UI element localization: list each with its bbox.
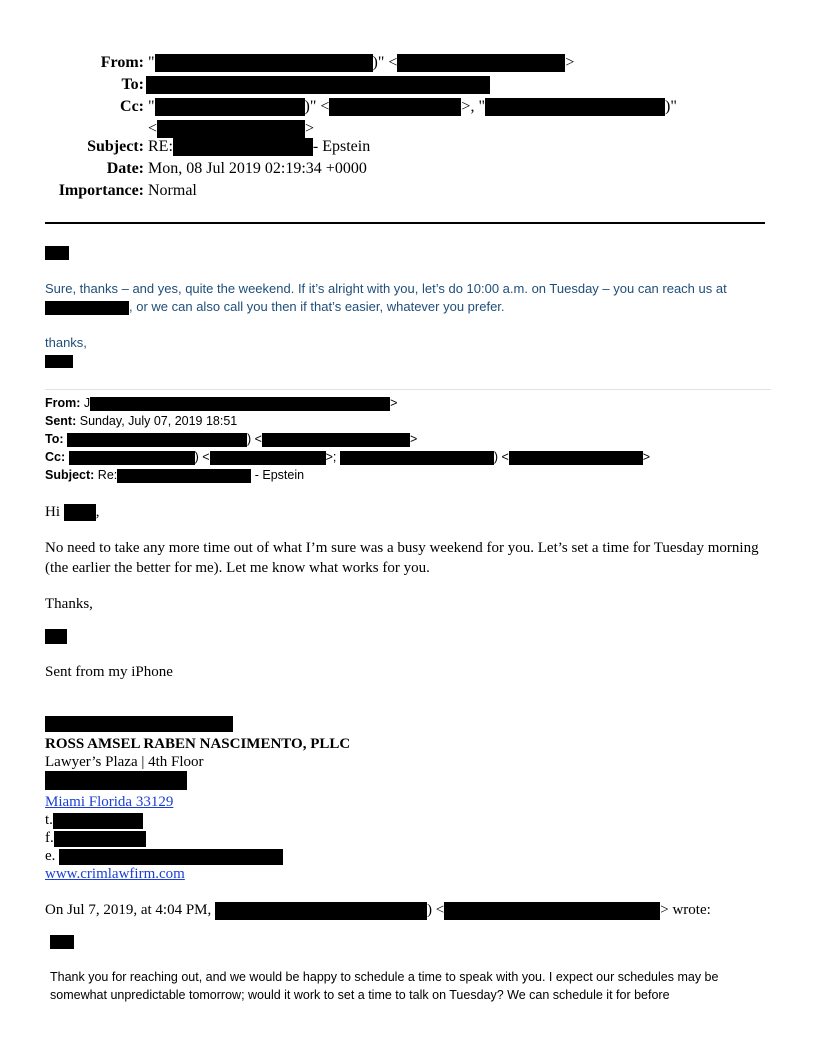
redaction — [340, 451, 494, 465]
fwd-sent-row — [45, 412, 237, 430]
redaction — [53, 813, 143, 829]
redaction — [45, 771, 187, 790]
redaction — [45, 246, 69, 260]
email-header — [0, 52, 816, 202]
importance-row — [0, 180, 816, 202]
redaction — [50, 935, 74, 949]
quoted-text: Thank you for reaching out, and we would be happy to schedule a time to speak with you. I expect our schedules may be somewhat unpredictable tomorrow; would it work to set a time to talk on Tuesday? We can schedule it for before — [50, 970, 719, 1002]
reply-line-2-text: , or we can also call you then if that’s easier, whatever you prefer. — [129, 299, 505, 314]
importance-label: Importance: — [58, 182, 144, 199]
subject-suffix: - Epstein — [312, 138, 371, 155]
greeting-text: Hi — [45, 504, 60, 520]
redaction — [146, 76, 490, 94]
quoted-intro-text: On Jul 7, 2019, at 4:04 PM, — [45, 902, 212, 918]
fax-row — [45, 828, 146, 848]
fwd-subject-suffix: - Epstein — [251, 468, 305, 482]
fwd-to-label: To: — [45, 432, 64, 446]
message-thanks: Thanks, — [45, 596, 93, 612]
website-link-text[interactable]: www.crimlawfirm.com — [45, 866, 185, 882]
fwd-cc-label: Cc: — [45, 450, 66, 464]
fwd-subject-row — [45, 466, 304, 484]
cc-label: Cc: — [120, 98, 144, 115]
fwd-from-label: From: — [45, 396, 81, 410]
redaction — [444, 902, 660, 920]
redaction — [329, 98, 461, 116]
redaction — [210, 451, 326, 465]
redaction — [64, 504, 96, 521]
redaction — [509, 451, 643, 465]
cc-row — [0, 96, 816, 140]
fwd-to-row: To: ) < > — [45, 432, 418, 446]
redaction — [67, 433, 247, 447]
quoted-intro: On Jul 7, 2019, at 4:04 PM, ) < > wrote: — [45, 902, 711, 918]
greeting: Hi , — [45, 504, 100, 520]
address-line-1: Lawyer’s Plaza | 4th Floor — [45, 754, 204, 770]
sent-from: Sent from my iPhone — [45, 664, 173, 680]
redaction — [45, 301, 129, 315]
date-value: Mon, 08 Jul 2019 02:19:34 +0000 — [148, 160, 367, 177]
email-label: e. — [45, 848, 56, 864]
phone-label: t. — [45, 812, 53, 828]
message-body: No need to take any more time out of what I’m sure was a busy weekend for you. Let’s set a time for Tuesday morning (the earlier the better for me). Let me know what works for you. — [45, 540, 759, 576]
redaction — [262, 433, 410, 447]
city-link[interactable] — [45, 792, 173, 812]
redaction — [397, 54, 565, 72]
fwd-subject-prefix: Re: — [97, 468, 118, 482]
subject-value — [148, 136, 370, 158]
reply-line-1: Sure, thanks – and yes, quite the weekend. If it’s alright with you, let’s do 10:00 a.m. on Tuesday – you can reach us at — [45, 281, 727, 296]
fwd-from-initial: J — [83, 396, 91, 410]
redaction — [215, 902, 427, 920]
redaction — [45, 716, 233, 732]
quoted-wrote: wrote: — [672, 902, 711, 918]
header-divider — [45, 222, 765, 224]
fax-label: f. — [45, 830, 54, 846]
reply-closing: thanks, — [45, 335, 87, 350]
fwd-sent-value: Sunday, July 07, 2019 18:51 — [79, 414, 238, 428]
cc-value: " )" < >, " )" < > — [148, 98, 677, 137]
forward-divider — [45, 389, 771, 390]
redaction — [45, 629, 67, 644]
date-row — [0, 158, 816, 180]
email-row — [45, 846, 283, 866]
from-value: " )" < > — [148, 54, 575, 71]
redaction — [45, 355, 73, 368]
redaction — [155, 54, 373, 72]
fwd-sent-label: Sent: — [45, 414, 77, 428]
redaction — [90, 397, 390, 411]
from-label: From: — [100, 54, 144, 71]
importance-value: Normal — [148, 182, 197, 199]
fwd-cc-row: Cc: ) < >; ) < > — [45, 450, 651, 464]
subject-label: Subject: — [87, 138, 144, 155]
to-row — [0, 74, 816, 96]
redaction — [155, 98, 305, 116]
redaction — [173, 138, 313, 156]
redaction — [54, 831, 146, 847]
redaction — [69, 451, 195, 465]
redaction — [59, 849, 283, 865]
from-row — [0, 52, 816, 74]
redaction — [117, 469, 251, 483]
date-label: Date: — [106, 160, 144, 177]
fwd-from-row: From: J > — [45, 396, 398, 410]
phone-row — [45, 810, 143, 830]
city-link-text[interactable]: Miami Florida 33129 — [45, 794, 174, 810]
to-label: To: — [121, 76, 144, 93]
fwd-subject-label: Subject: — [45, 468, 95, 482]
website-link[interactable] — [45, 864, 185, 884]
reply-line-2 — [45, 298, 505, 316]
firm-name: ROSS AMSEL RABEN NASCIMENTO, PLLC — [45, 736, 351, 752]
subject-row — [0, 136, 816, 158]
to-value — [146, 74, 490, 96]
subject-prefix: RE: — [148, 138, 173, 155]
redaction — [485, 98, 665, 116]
